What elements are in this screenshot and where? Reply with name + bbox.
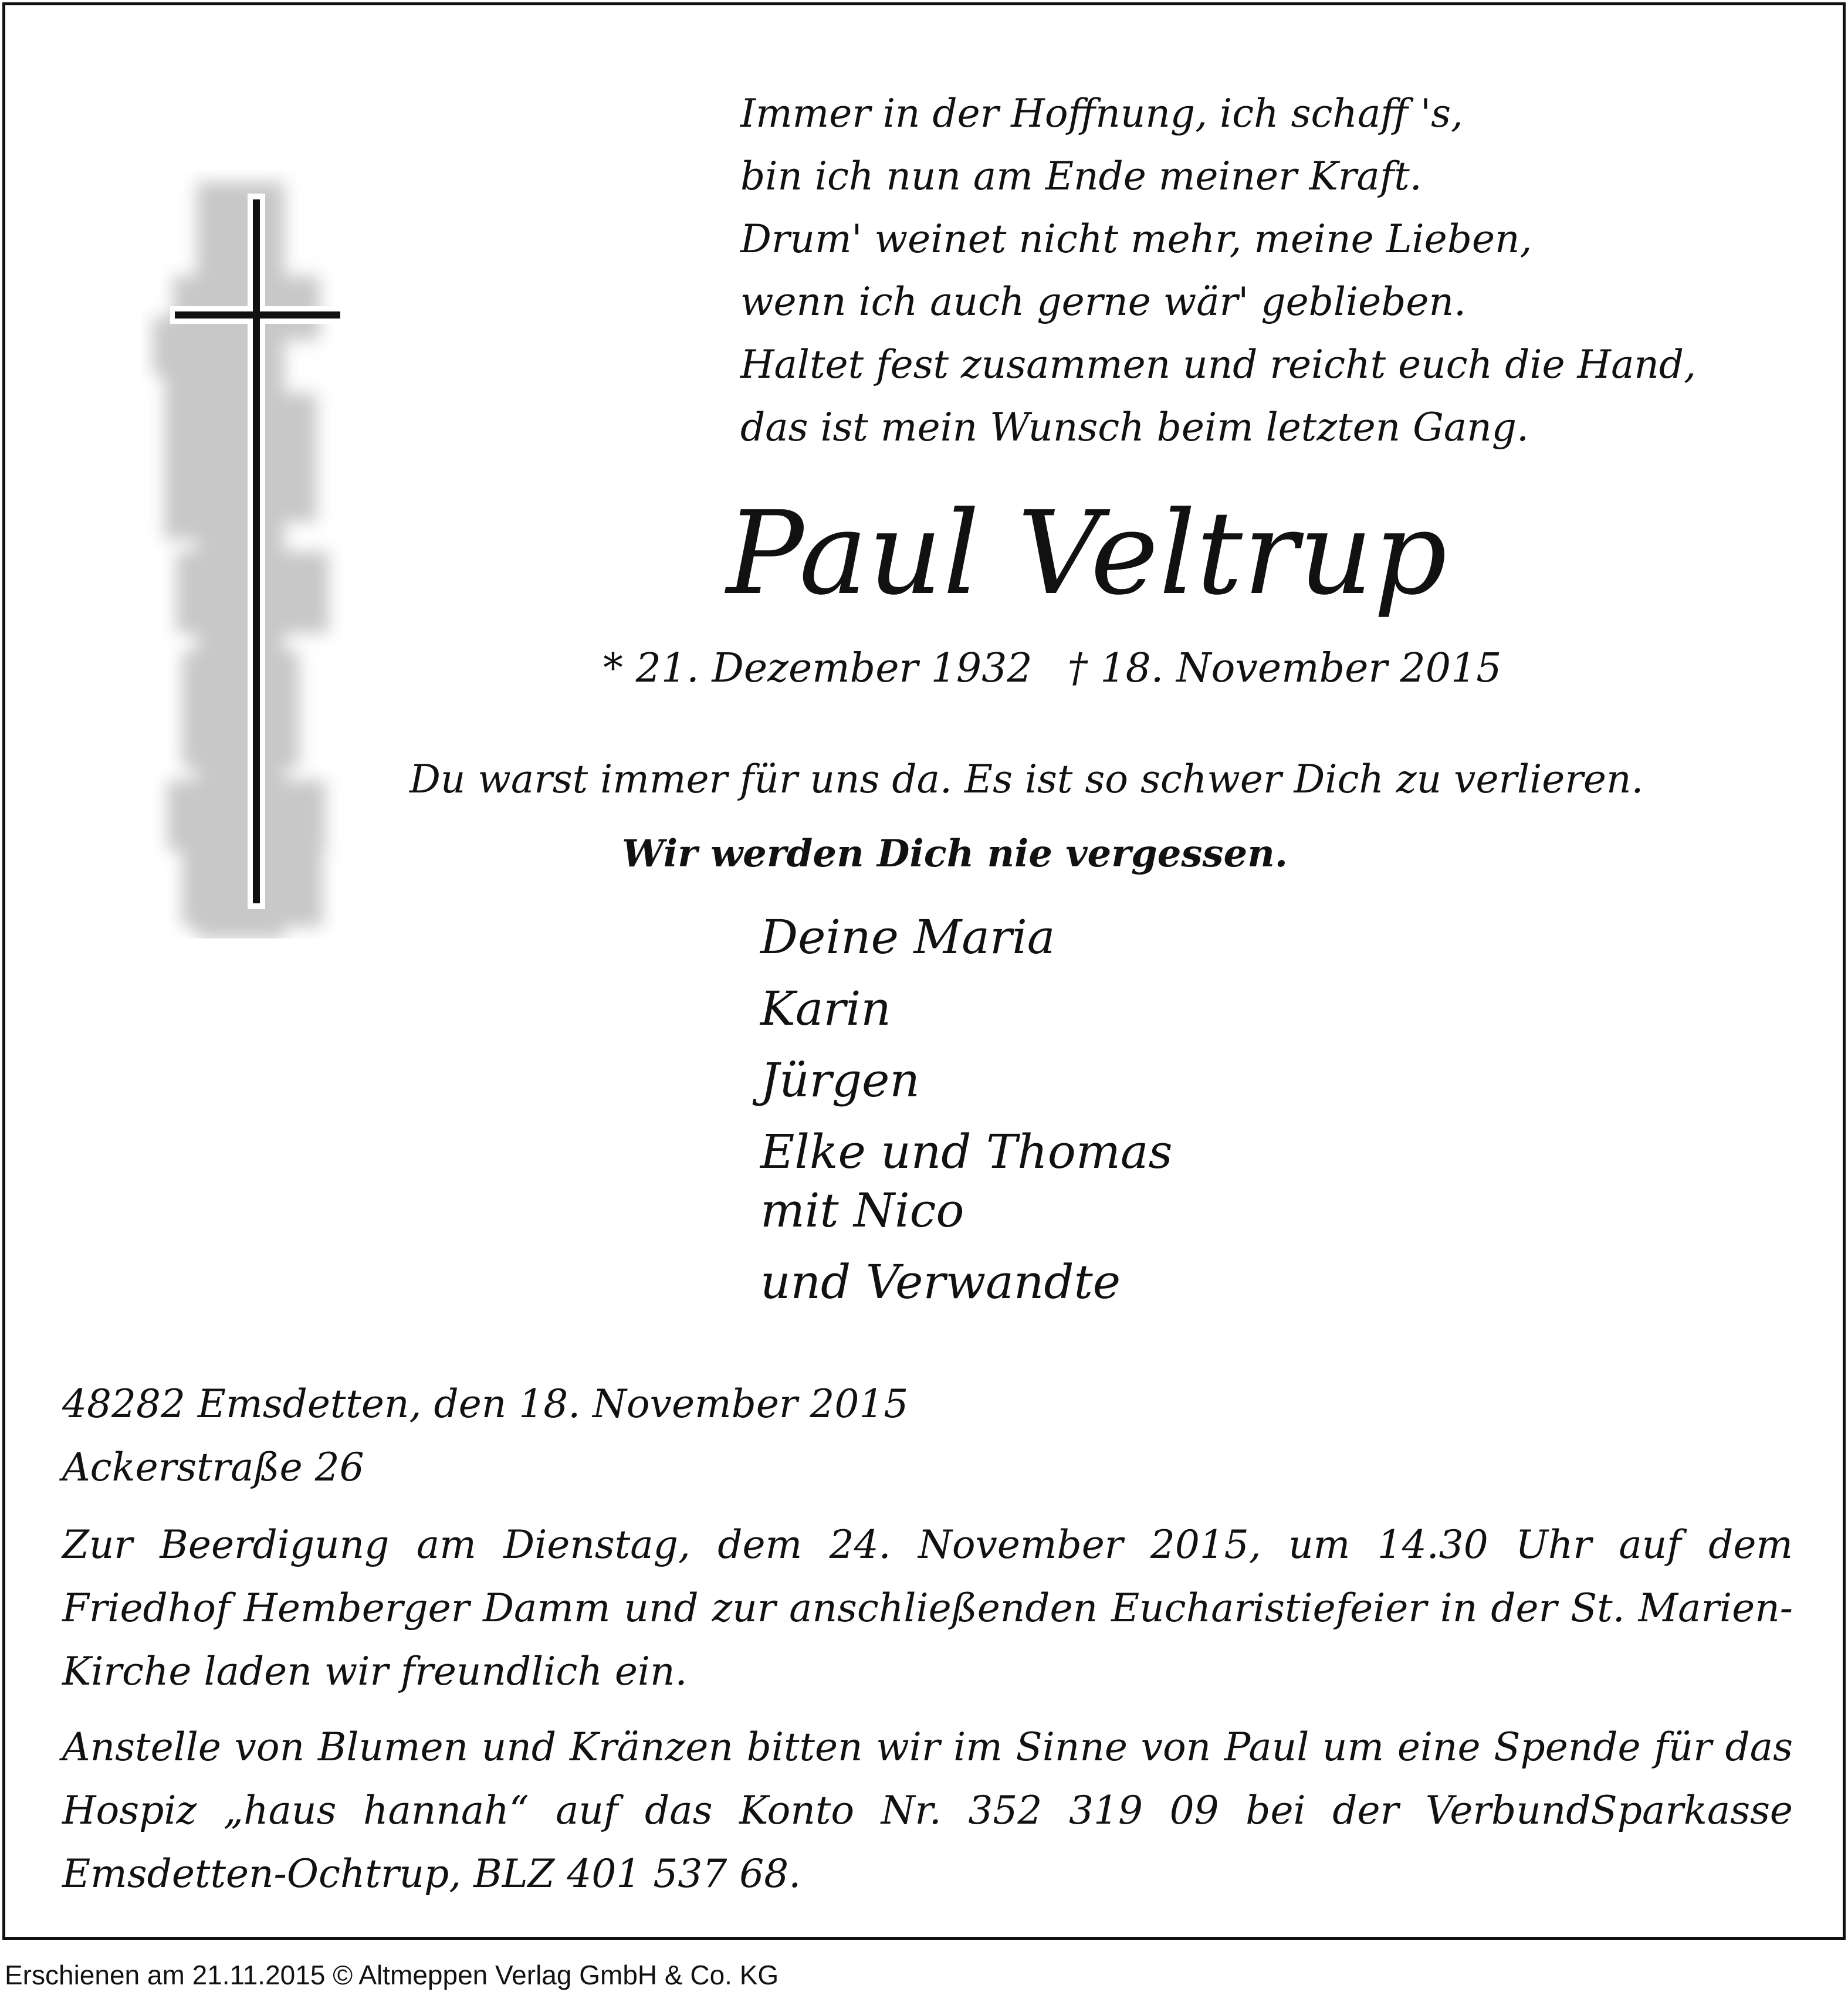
signer: und Verwandte [760, 1255, 1121, 1309]
signer: Karin [760, 981, 891, 1036]
death-date: † 18. November 2015 [1067, 645, 1502, 692]
message-line: Du warst immer für uns da. Es ist so schwer Dich zu verlieren. [409, 757, 1644, 802]
poem-line: das ist mein Wunsch beim letzten Gang. [740, 405, 1529, 450]
funeral-notice: Zur Beerdigung am Dienstag, dem 24. November 2015, um 14.30 Uhr auf dem Friedhof Hemberger Damm und zur anschließenden Eucharistiefeier in der St. Marien-Kirche laden wir freundlich ein. [62, 1522, 1793, 1694]
poem-line: Haltet fest zusammen und reicht euch die Hand, [740, 342, 1697, 387]
deceased-name: Paul Veltrup [726, 487, 1448, 621]
message-emphasis: Wir werden Dich nie vergessen. [622, 832, 1288, 876]
poem-line: Immer in der Hoffnung, ich schaff 's, [740, 91, 1464, 136]
donation-notice: Anstelle von Blumen und Kränzen bitten wir im Sinne von Paul um eine Spende für das Hospiz „haus hannah“ auf das Konto Nr. 352 319 09 bei der VerbundSparkasse Emsdetten-Ochtrup, BLZ 401 537 68. [62, 1725, 1793, 1896]
cross-icon [141, 170, 393, 939]
signer: Jürgen [760, 1053, 920, 1107]
poem [740, 82, 1696, 459]
poem-line: wenn ich auch gerne wär' geblieben. [740, 279, 1466, 324]
address [62, 1373, 908, 1499]
signer: Deine Maria [760, 910, 1055, 964]
signer: Elke und Thomas [760, 1124, 1173, 1179]
life-dates [603, 645, 1502, 692]
address-line: Ackerstraße 26 [62, 1445, 364, 1490]
poem-line: Drum' weinet nicht mehr, meine Lieben, [740, 216, 1532, 262]
poem-line: bin ich nun am Ende meiner Kraft. [740, 154, 1422, 199]
birth-date: * 21. Dezember 1932 [603, 645, 1033, 692]
publication-footer: Erschienen am 21.11.2015 © Altmeppen Verlag GmbH & Co. KG [5, 1960, 779, 1990]
signer: mit Nico [760, 1183, 964, 1238]
signers-list [760, 908, 1173, 1312]
address-line: 48282 Emsdetten, den 18. November 2015 [62, 1381, 909, 1427]
